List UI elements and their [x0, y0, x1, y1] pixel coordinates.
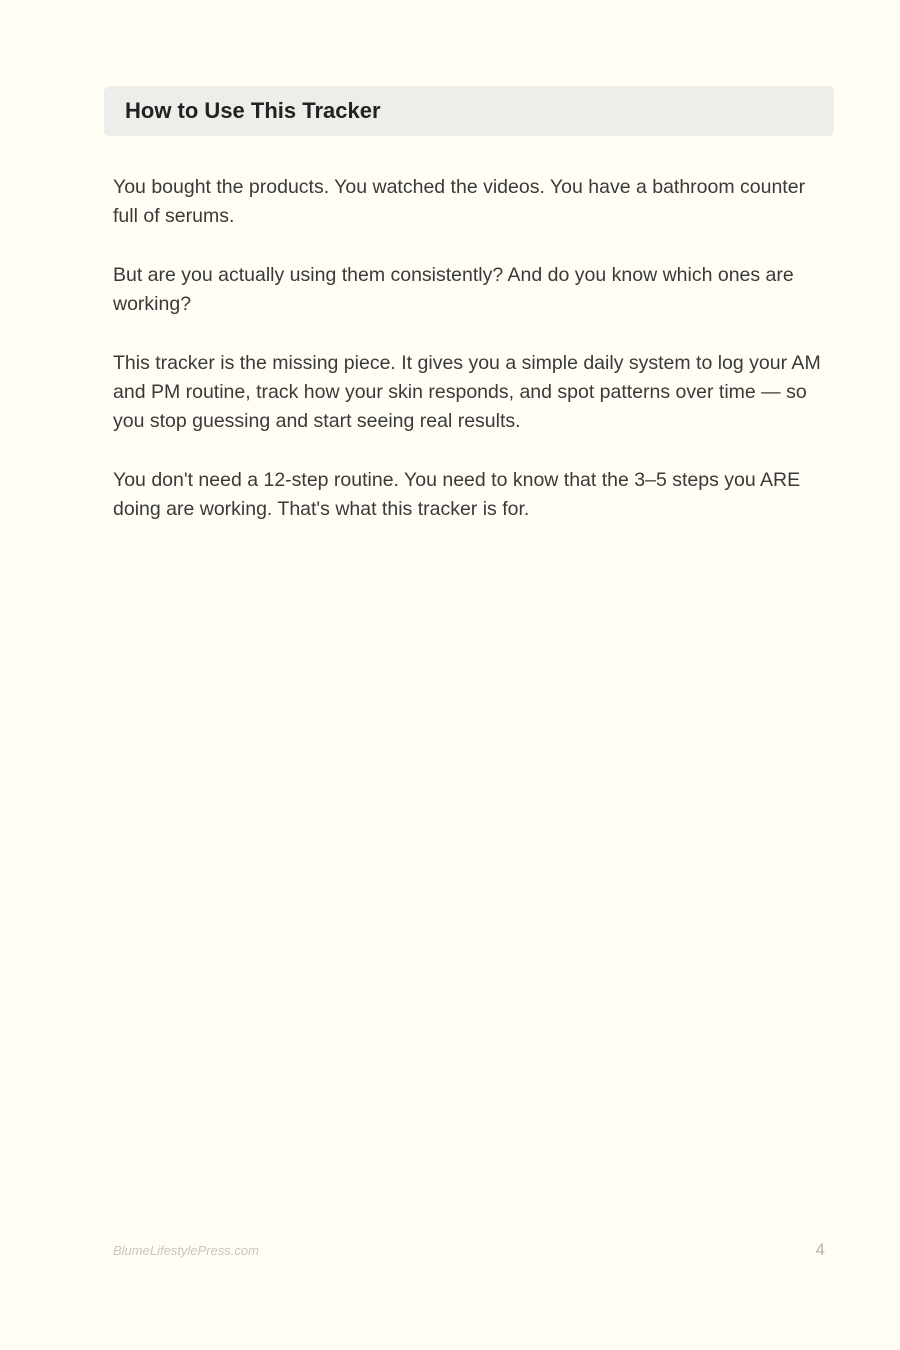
section-header: [104, 86, 834, 136]
paragraph-tracker-purpose: This tracker is the missing piece. It gives you a simple daily system to log your AM and PM routine, track how your skin responds, and spot patterns over time — so you stop guessing and start seeing real results.: [113, 352, 821, 432]
section-title: How to Use This Tracker: [125, 98, 381, 123]
page-number: 4: [815, 1240, 825, 1259]
body-text: [113, 173, 833, 554]
footer-website: BlumeLifestylePress.com: [113, 1243, 259, 1258]
paragraph-intro: You bought the products. You watched the videos. You have a bathroom counter full of serums.: [113, 176, 806, 227]
paragraph-question: But are you actually using them consistently? And do you know which ones are working?: [113, 264, 794, 315]
paragraph-closing: You don't need a 12-step routine. You need to know that the 3–5 steps you ARE doing are working. That's what this tracker is for.: [113, 469, 801, 520]
